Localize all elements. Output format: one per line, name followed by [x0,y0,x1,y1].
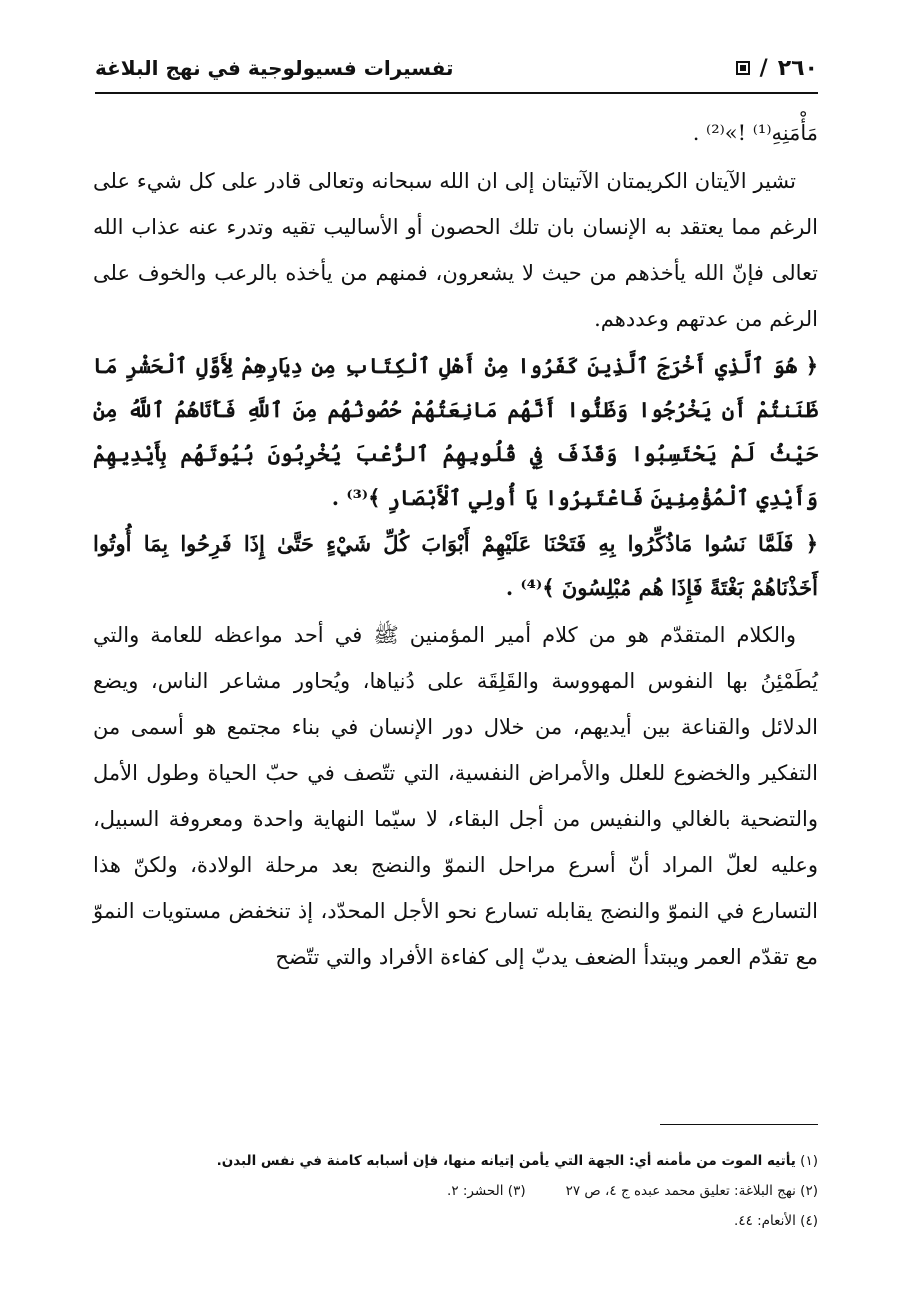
footnote-number: (١) [800,1153,818,1169]
page-header [95,48,818,88]
footnotes [93,1150,818,1240]
footnote-1 [93,1150,818,1180]
footnote-2-3 [93,1180,818,1210]
paragraph-1: تشير الآيتان الكريمتان الآتيتان إلى ان الله سبحانه وتعالى قادر على كل شيء على الرغم مما يعتقد به الإنسان بان تلك الحصون أو الأساليب تقيه وتدرء عنه عذاب الله تعالى فإنّ الله يأخذهم من حيث لا يشعرون، فمنهم من يأخذه بالرعب والخوف على الرغم من عدتهم وعددهم. [93,169,818,331]
page-number-block [736,56,818,81]
footnote-number: (٤) [800,1213,818,1229]
paragraph-2: والكلام المتقدّم هو من كلام أمير المؤمنين ﷺ في أحد مواعظه للعامة والتي يُطَمْئِنُ بها النفوس المهووسة والقَلِقَة على دُنياها، ويُحاور مشاعر الناس، ويضع الدلائل والقناعة بين أيديهم، من خلال دور الإنسان في بناء مجتمع هو أسمى من التفكير والخضوع للعلل والأمراض النفسية، التي تتّصف في حبّ الحياة وطول الأمل والتضحية بالغالي والنفيس من أجل البقاء، لا سيّما النهاية واحدة ومعروفة السبيل، وعليه لعلّ المراد أنّ أسرع مراحل النموّ والنضج بعد مرحلة الولادة، ولكنّ هذا التسارع في النموّ والنضج يقابله تسارع نحو الأجل المحدّد، إذ تنخفض مستويات النموّ مع تقدّم العمر ويبتدأ الضعف يدبّ إلى كفاءة الأفراد والتي تتّضح [93,623,818,969]
square-ornament-icon [736,61,750,75]
footnote-number: (٣) [507,1183,526,1199]
main-text [93,110,818,982]
quran-verse-1: ﴿ هُوَ ٱلَّذِي أَخْرَجَ ٱلَّذِينَ كَفَرُوا مِنْ أَهْلِ ٱلْكِتَابِ مِن دِيَارِهِمْ لِأَوَّلِ ٱلْحَشْرِ مَا ظَنَنتُمْ أَن يَخْرُجُوا وَظَنُّوا أَنَّهُم مَانِعَتُهُمْ حُصُونُهُم مِنَ ٱللَّهِ فَأَتَاهُمُ ٱللَّهُ مِنْ حَيْثُ لَمْ يَحْتَسِبُوا وَقَذَفَ فِي قُلُوبِهِمُ ٱلرُّعْبَ يُخْرِبُونَ بُيُوتَهُم بِأَيْدِيهِمْ وَأَيْدِي ٱلْمُؤْمِنِينَ فَاعْتَبِرُوا يَا أُولِي ٱلْأَبْصَارِ ﴾⁽³⁾ . [93,353,818,510]
footnote-number: (٢) [800,1183,818,1199]
footnote-text: الحشر: ٢. [447,1183,504,1199]
header-divider [95,92,818,94]
footnote-text: يأتيه الموت من مأمنه أي: الجهة التي يأمن إتيانه منها، فإن أسبابه كامنة في نفس البدن. [216,1153,796,1169]
header-separator: / [759,55,768,81]
footnote-divider [660,1124,818,1125]
footnote-text: الأنعام: ٤٤. [734,1213,796,1229]
opening-line: مَأْمَنِهِ⁽¹⁾ !»⁽²⁾ . [692,121,818,145]
running-title: تفسيرات فسيولوجية في نهج البلاغة [95,56,454,80]
footnote-text: نهج البلاغة: تعليق محمد عبده ج ٤، ص ٢٧ [565,1183,796,1199]
page-number: ٢٦٠ [777,55,818,81]
quran-verse-2: ﴿ فَلَمَّا نَسُوا مَاذُكِّرُوا بِهِ فَتَحْنَا عَلَيْهِمْ أَبْوَابَ كُلِّ شَيْءٍ حَتَّىٰ إِذَا فَرِحُوا بِمَا أُوتُوا أَخَذْنَاهُمْ بَغْتَةً فَإِذَا هُم مُبْلِسُونَ ﴾⁽⁴⁾ . [93,531,818,600]
footnote-4 [93,1210,818,1240]
